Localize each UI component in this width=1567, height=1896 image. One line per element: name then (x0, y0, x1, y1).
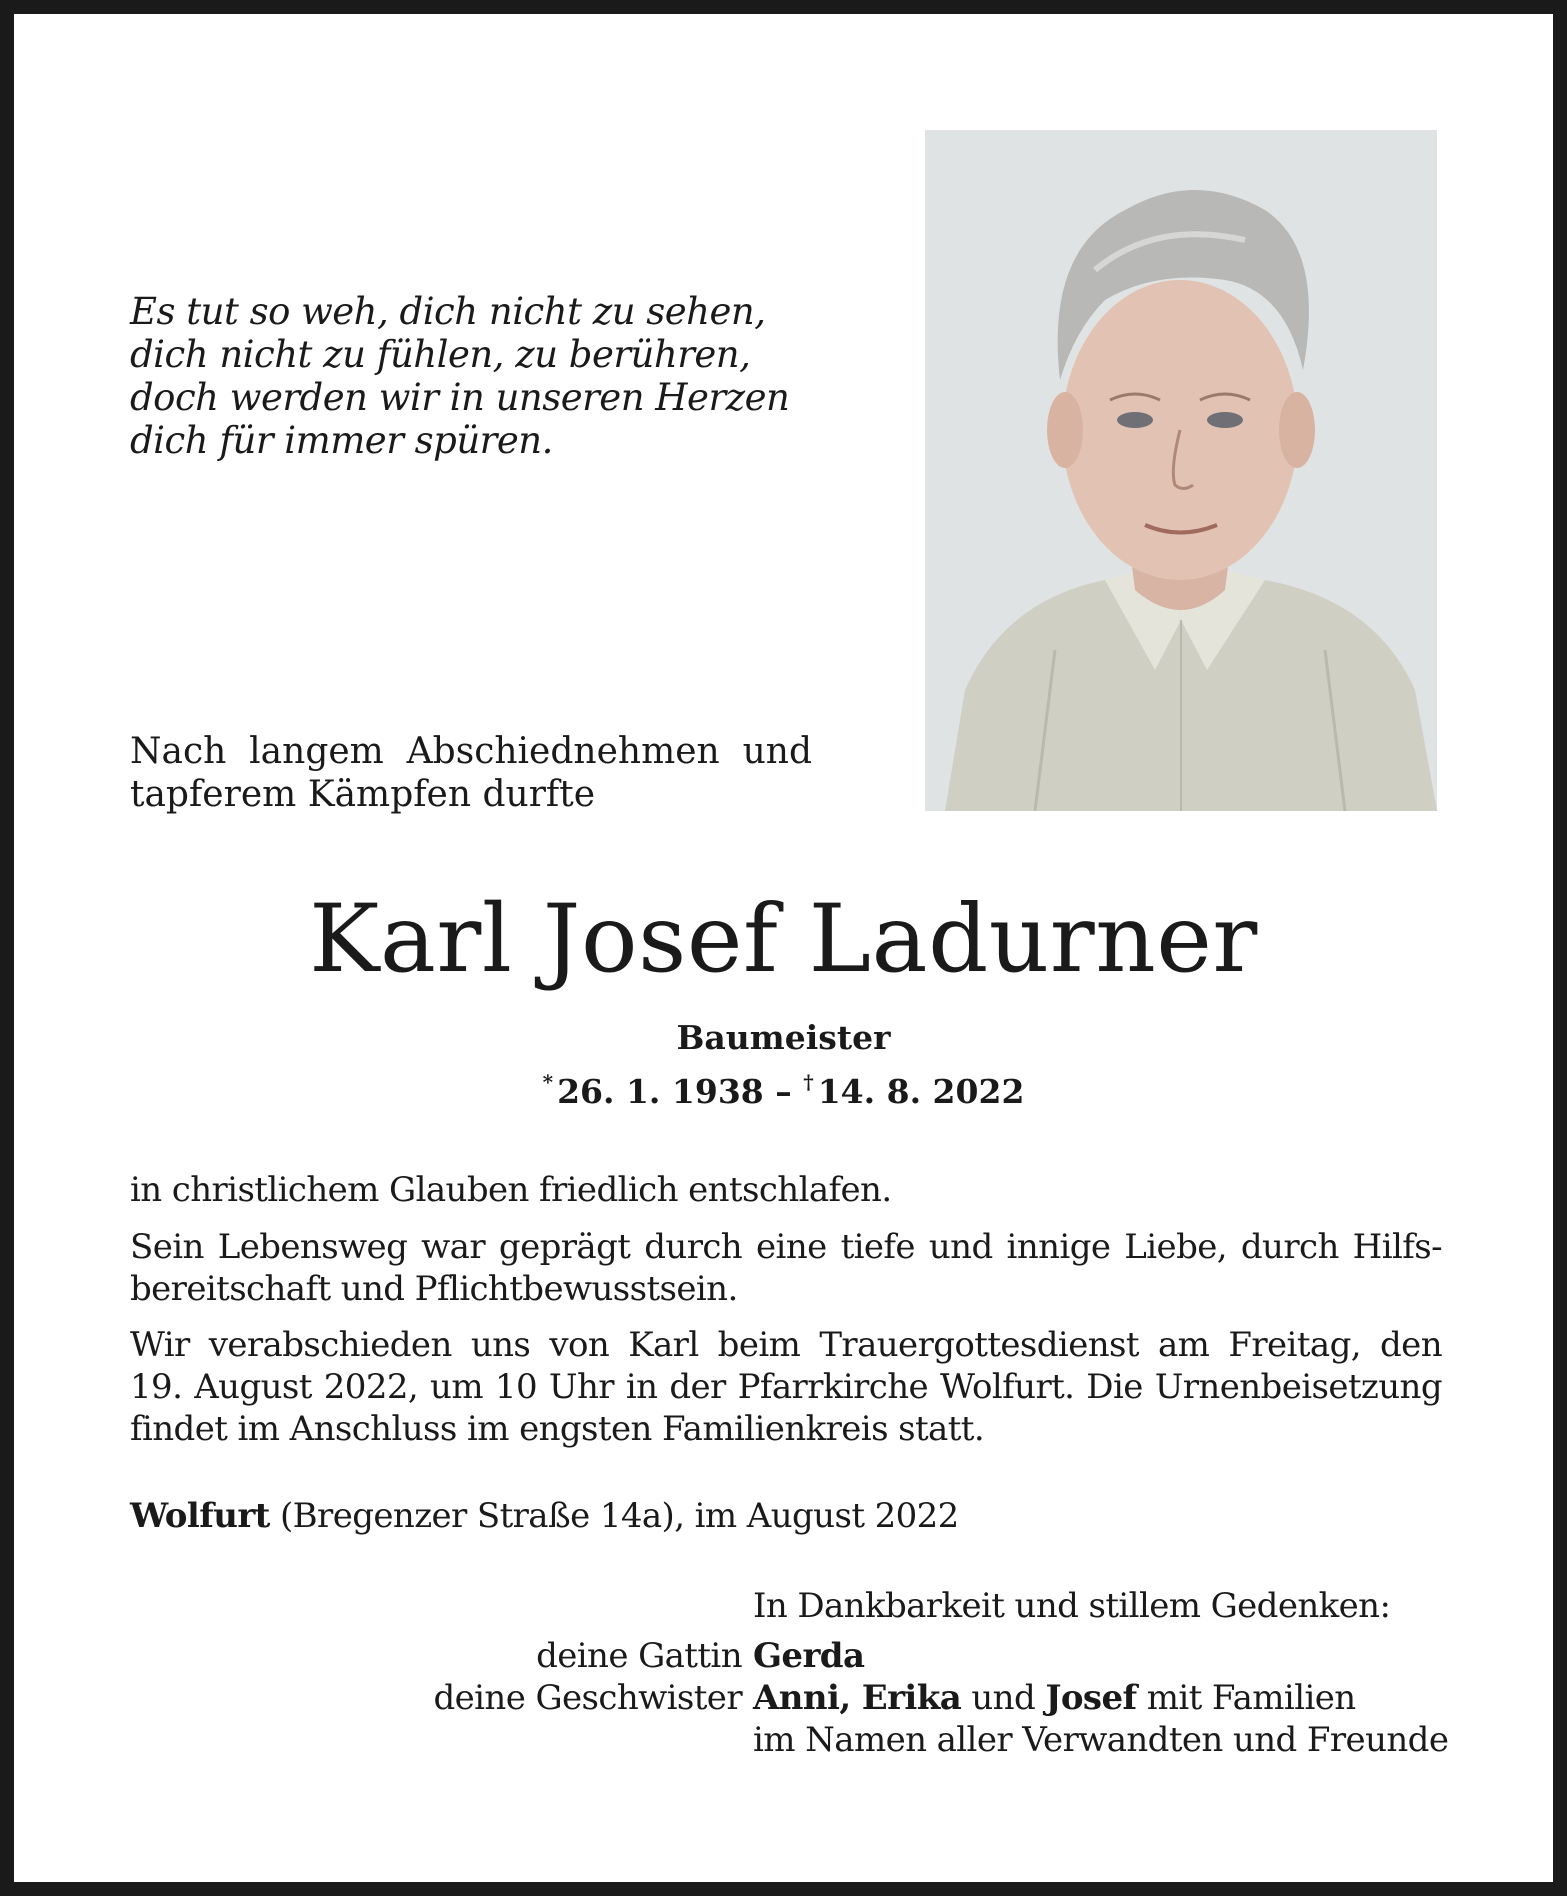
portrait-photo (925, 130, 1437, 811)
sibling-names: Anni, Erika (753, 1678, 962, 1718)
death-date: 14. 8. 2022 (817, 1072, 1025, 1111)
life-dates (0, 1060, 1567, 1114)
birth-symbol: * (542, 1070, 554, 1094)
sibling-name: Josef (1045, 1678, 1137, 1718)
paragraph-line: 19. August 2022, um 10 Uhr in der Pfarrkirche Wolfurt. Die Urnenbeisetzung (130, 1367, 1442, 1407)
profession: Baumeister (676, 1018, 891, 1057)
spouse-label: deine Gattin (536, 1636, 742, 1676)
poem-line: dich nicht zu fühlen, zu berühren, (130, 333, 751, 376)
poem-line: Es tut so weh, dich nicht zu sehen, (130, 290, 766, 333)
town: Wolfurt (130, 1496, 270, 1536)
thanks-line: In Dankbarkeit und stillem Gedenken: (753, 1586, 1391, 1626)
intro-line: tapferem Kämpfen durfte (130, 774, 596, 815)
paragraph-line: Wir verabschieden uns von Karl beim Trauergottesdienst am Freitag, den (130, 1325, 1442, 1365)
siblings-names (753, 1677, 1356, 1719)
poem (130, 290, 790, 462)
families-text: mit Familien (1146, 1678, 1356, 1718)
others-line: im Namen aller Verwandten und Freunde (753, 1720, 1449, 1760)
death-symbol: † (803, 1070, 814, 1094)
paragraph-line: bereitschaft und Pflichtbewusstsein. (130, 1269, 738, 1309)
portrait-icon (925, 130, 1437, 811)
address: (Bregenzer Straße 14a), im August 2022 (280, 1496, 959, 1536)
conjunction: und (971, 1678, 1036, 1718)
paragraph (130, 1169, 1442, 1211)
deceased-name: Karl Josef Ladurner (309, 885, 1258, 994)
paragraph-line: findet im Anschluss im engsten Familienkreis statt. (130, 1409, 985, 1449)
paragraph (130, 1226, 1442, 1310)
siblings-label: deine Geschwister (433, 1678, 742, 1718)
location-line (130, 1495, 1442, 1537)
spouse-name (753, 1635, 864, 1677)
poem-line: dich für immer spüren. (130, 419, 553, 462)
paragraph-line: in christlichem Glauben friedlich entschlafen. (130, 1170, 892, 1210)
birth-date: 26. 1. 1938 (557, 1072, 764, 1111)
spouse-name-text: Gerda (753, 1636, 865, 1676)
intro-line: Nach langem Abschiednehmen und (130, 731, 812, 772)
paragraph (130, 1324, 1442, 1450)
poem-line: doch werden wir in unseren Herzen (130, 376, 790, 419)
paragraph-line: Sein Lebensweg war geprägt durch eine tiefe und innige Liebe, durch Hilfs- (130, 1227, 1442, 1267)
intro-text (130, 730, 812, 816)
date-separator: – (775, 1072, 792, 1111)
